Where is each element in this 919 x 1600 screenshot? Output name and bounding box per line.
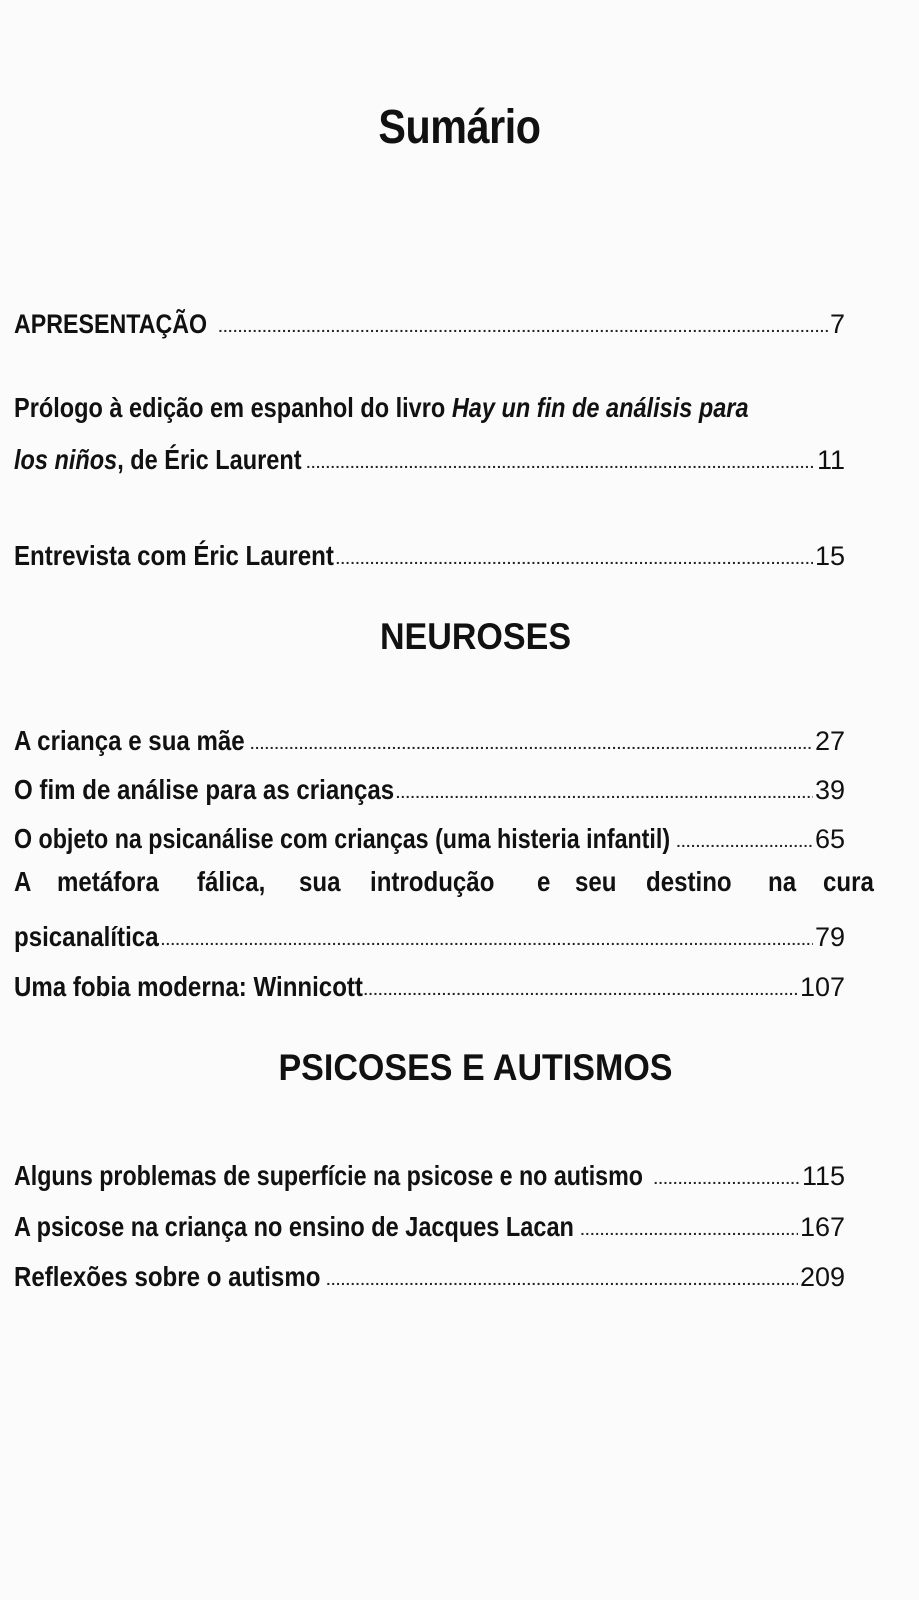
book-title-cont: los niños [14, 444, 118, 475]
toc-entry-metafora-line1[interactable] [14, 866, 874, 898]
entry-label: psicanalítica [14, 921, 159, 952]
entry-label: O fim de análise para as crianças [14, 774, 395, 805]
dot-leader [326, 1273, 798, 1287]
toc-entry-prologo[interactable] [14, 436, 845, 476]
entry-page: 107 [799, 972, 845, 1002]
word: sua [299, 866, 341, 897]
entry-label: APRESENTAÇÃO [14, 309, 208, 339]
entry-page: 27 [814, 726, 845, 756]
dot-leader [250, 737, 813, 751]
dot-leader [219, 320, 828, 334]
word: metáfora [56, 866, 159, 897]
entry-label: A criança e sua mãe [14, 725, 245, 756]
dot-leader [364, 983, 798, 997]
page-title: Sumário [378, 101, 541, 154]
entry-page: 65 [814, 824, 845, 854]
entry-label: , de Éric Laurent [117, 444, 302, 475]
dot-leader [581, 1223, 798, 1237]
dot-leader [156, 933, 813, 947]
toc-entry[interactable] [14, 815, 845, 855]
entry-label: Uma fobia moderna: Winnicott [14, 971, 363, 1002]
entry-label: Reflexões sobre o autismo [14, 1261, 321, 1292]
entry-label: A psicose na criança no ensino de Jacques Lacan [14, 1211, 574, 1242]
toc-entry[interactable] [14, 766, 845, 806]
entry-label: Prólogo à edição em espanhol do livro [14, 392, 452, 423]
word: introdução [369, 866, 495, 897]
toc-entry-entrevista[interactable] [14, 532, 845, 572]
toc-entry[interactable] [14, 1203, 845, 1243]
entry-label: Entrevista com Éric Laurent [14, 540, 334, 571]
dot-leader [396, 786, 813, 800]
toc-entry[interactable] [14, 1152, 845, 1192]
book-title: Hay un fin de análisis para [451, 392, 749, 423]
entry-page: 11 [816, 445, 845, 475]
word: A [14, 866, 32, 897]
toc-entry[interactable] [14, 717, 845, 757]
toc-entry-prologo-line1[interactable] [14, 392, 845, 424]
dot-leader [336, 552, 813, 566]
entry-page: 167 [799, 1212, 845, 1242]
section-heading-psicoses: PSICOSES E AUTISMOS [278, 1047, 673, 1088]
entry-page: 7 [829, 309, 845, 339]
entry-page: 39 [814, 775, 845, 805]
toc-entry[interactable] [14, 1253, 845, 1293]
entry-page: 209 [799, 1262, 845, 1292]
dot-leader [306, 456, 815, 470]
toc-entry-apresentacao[interactable] [14, 300, 845, 340]
word: seu [575, 866, 617, 897]
word: destino [645, 866, 732, 897]
word: e [537, 866, 551, 897]
toc-entry[interactable] [14, 963, 845, 1003]
dot-leader [654, 1172, 800, 1186]
word: na [767, 866, 796, 897]
word: cura [822, 866, 874, 897]
entry-label: Alguns problemas de superfície na psicose e no autismo [14, 1160, 643, 1191]
dot-leader [676, 835, 813, 849]
entry-page: 115 [801, 1161, 845, 1191]
word: fálica, [197, 866, 266, 897]
entry-page: 15 [814, 541, 845, 571]
entry-label: O objeto na psicanálise com crianças (uma histeria infantil) [14, 823, 671, 854]
entry-page: 79 [814, 922, 845, 952]
toc-entry-metafora[interactable] [14, 913, 845, 953]
section-heading-neuroses: NEUROSES [379, 616, 572, 657]
